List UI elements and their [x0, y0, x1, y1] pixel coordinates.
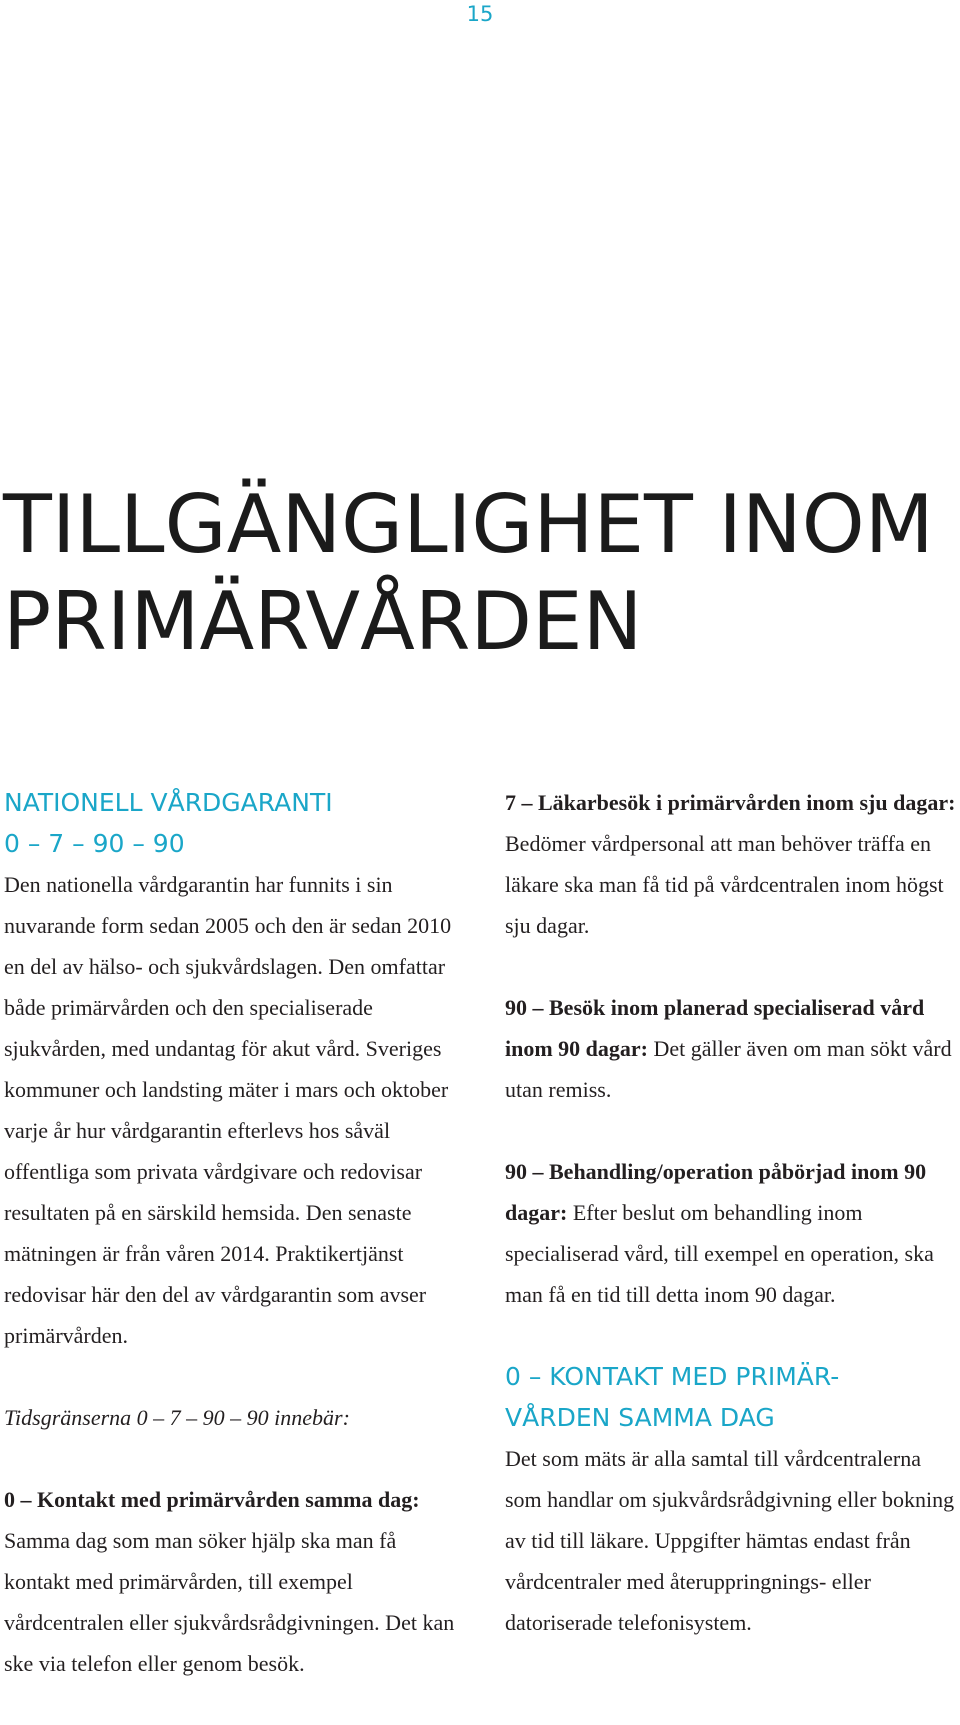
right-column — [505, 782, 960, 1643]
section-heading-line-2: VÅRDEN SAMMA DAG — [505, 1403, 775, 1432]
intro-paragraph: Den nationella vårdgarantin har funnits i sin nuvarande form sedan 2005 och den är sedan 2010 en del av hälso- och sjukvårdslagen. Den omfattar både primärvården och den specialiserade sjukvården, med undantag för akut vård. Sveriges kommuner och landsting mäter i mars och oktober varje år hur vårdgarantin efterlevs hos såväl offentliga som privata vårdgivare och redovisar resultaten på en särskild hemsida. Den senaste mätningen är från våren 2014. Praktikertjänst redovisar här den del av vårdgarantin som avser primärvården. — [4, 872, 452, 1348]
guarantee-item-7-label: 7 – Läkarbesök i primärvården inom sju dagar: — [505, 790, 956, 815]
section-heading-line-1: 0 – KONTAKT MED PRIMÄR- — [505, 1362, 840, 1391]
guarantee-item-90-visit-label: 90 – Besök inom planerad specialiserad vård inom 90 dagar: — [505, 995, 925, 1061]
guarantee-item-90-treatment — [505, 1151, 960, 1315]
guarantee-item-90-visit-text: Det gäller även om man sökt vård utan remiss. — [505, 1036, 952, 1102]
guarantee-item-90-treatment-text: Efter beslut om behandling inom specialiserad vård, till exempel en operation, ska man få en tid till detta inom 90 dagar. — [505, 1200, 934, 1307]
section-heading-line-2: 0 – 7 – 90 – 90 — [4, 829, 185, 858]
time-limits-lead: Tidsgränserna 0 – 7 – 90 – 90 innebär: — [4, 1405, 350, 1430]
guarantee-item-0-text: Samma dag som man söker hjälp ska man få kontakt med primärvården, till exempel vårdcentralen eller sjukvårdsrådgivningen. Det kan ske via telefon eller genom besök. — [4, 1528, 455, 1676]
section-heading-kontakt — [505, 1356, 960, 1438]
guarantee-item-0 — [4, 1479, 456, 1684]
page-title-line-1: TILLGÄNGLIGHET INOM — [3, 478, 934, 571]
section-heading-vardgaranti — [4, 782, 456, 864]
guarantee-item-7 — [505, 782, 960, 946]
section-heading-line-1: NATIONELL VÅRDGARANTI — [4, 788, 333, 817]
page-number: 15 — [466, 2, 494, 26]
guarantee-item-90-visit — [505, 987, 960, 1110]
guarantee-item-7-text: Bedömer vårdpersonal att man behöver träffa en läkare ska man få tid på vårdcentralen inom högst sju dagar. — [505, 831, 944, 938]
kontakt-paragraph: Det som mäts är alla samtal till vårdcentralerna som handlar om sjukvårdsrådgivning eller bokning av tid till läkare. Uppgifter hämtas endast från vårdcentraler med återuppringnings- eller datoriserade telefonisystem. — [505, 1446, 955, 1635]
guarantee-item-0-label: 0 – Kontakt med primärvården samma dag: — [4, 1487, 420, 1512]
left-column — [4, 782, 456, 1725]
page-title — [3, 476, 934, 670]
guarantee-item-90-treatment-label: 90 – Behandling/operation påbörjad inom 90 dagar: — [505, 1159, 927, 1225]
page-title-line-2: PRIMÄRVÅRDEN — [3, 575, 643, 668]
